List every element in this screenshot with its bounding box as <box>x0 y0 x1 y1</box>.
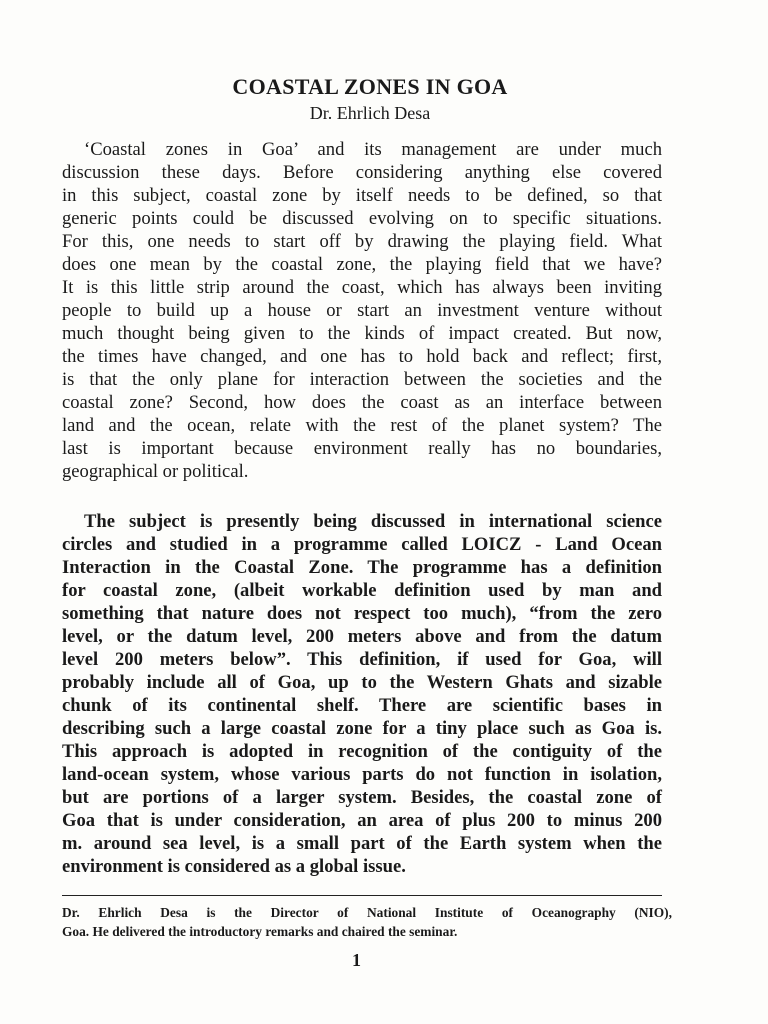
paragraph-line: people to build up a house or start an investment venture without <box>62 300 662 321</box>
paragraph-line: m. around sea level, is a small part of the Earth system when the <box>62 833 662 854</box>
paragraph-line: geographical or political. <box>62 461 249 482</box>
paragraph-line: something that nature does not respect too much), “from the zero <box>62 603 662 624</box>
paragraph-line: probably include all of Goa, up to the Western Ghats and sizable <box>62 672 662 693</box>
paragraph-line: in this subject, coastal zone by itself needs to be defined, so that <box>62 185 662 206</box>
paragraph-line: land and the ocean, relate with the rest of the planet system? The <box>62 415 662 436</box>
footnote-line: Dr. Ehrlich Desa is the Director of National Institute of Oceanography (NIO), <box>62 905 672 920</box>
footnote-divider <box>62 895 662 896</box>
paragraph-line: environment is considered as a global issue. <box>62 856 406 877</box>
paragraph-line: level 200 meters below”. This definition, if used for Goa, will <box>62 649 662 670</box>
paragraph-line: describing such a large coastal zone for a tiny place such as Goa is. <box>62 718 662 739</box>
paragraph-line: last is important because environment really has no boundaries, <box>62 438 662 459</box>
footnote <box>62 903 672 941</box>
paragraph-line: discussion these days. Before considering anything else covered <box>62 162 662 183</box>
body-paragraph-1 <box>62 138 662 483</box>
paragraph-line: much thought being given to the kinds of impact created. But now, <box>62 323 662 344</box>
paragraph-line: ‘Coastal zones in Goa’ and its management are under much <box>84 139 662 160</box>
paragraph-line: generic points could be discussed evolving on to specific situations. <box>62 208 662 229</box>
paragraph-line: It is this little strip around the coast, which has always been inviting <box>62 277 662 298</box>
paragraph-line: Goa that is under consideration, an area of plus 200 to minus 200 <box>62 810 662 831</box>
paragraph-line: For this, one needs to start off by drawing the playing field. What <box>62 231 662 252</box>
paragraph-line: does one mean by the coastal zone, the playing field that we have? <box>62 254 662 275</box>
paragraph-line: for coastal zone, (albeit workable definition used by man and <box>62 580 662 601</box>
paragraph-line: level, or the datum level, 200 meters above and from the datum <box>62 626 662 647</box>
paragraph-line: the times have changed, and one has to hold back and reflect; first, <box>62 346 662 367</box>
paragraph-line: is that the only plane for interaction between the societies and the <box>62 369 662 390</box>
paragraph-line: coastal zone? Second, how does the coast as an interface between <box>62 392 662 413</box>
paragraph-line: circles and studied in a programme called LOICZ - Land Ocean <box>62 534 662 555</box>
page-number: 1 <box>352 950 361 970</box>
paragraph-line: The subject is presently being discussed in international science <box>84 511 662 532</box>
body-paragraph-2 <box>62 510 662 878</box>
paragraph-line: but are portions of a larger system. Besides, the coastal zone of <box>62 787 662 808</box>
paragraph-line: chunk of its continental shelf. There are scientific bases in <box>62 695 662 716</box>
paragraph-line: Interaction in the Coastal Zone. The programme has a definition <box>62 557 662 578</box>
article-author: Dr. Ehrlich Desa <box>309 103 431 123</box>
article-title: COASTAL ZONES IN GOA <box>232 74 508 99</box>
paragraph-line: land-ocean system, whose various parts do not function in isolation, <box>62 764 662 785</box>
footnote-line: Goa. He delivered the introductory remarks and chaired the seminar. <box>62 924 458 939</box>
paragraph-line: This approach is adopted in recognition of the contiguity of the <box>62 741 662 762</box>
